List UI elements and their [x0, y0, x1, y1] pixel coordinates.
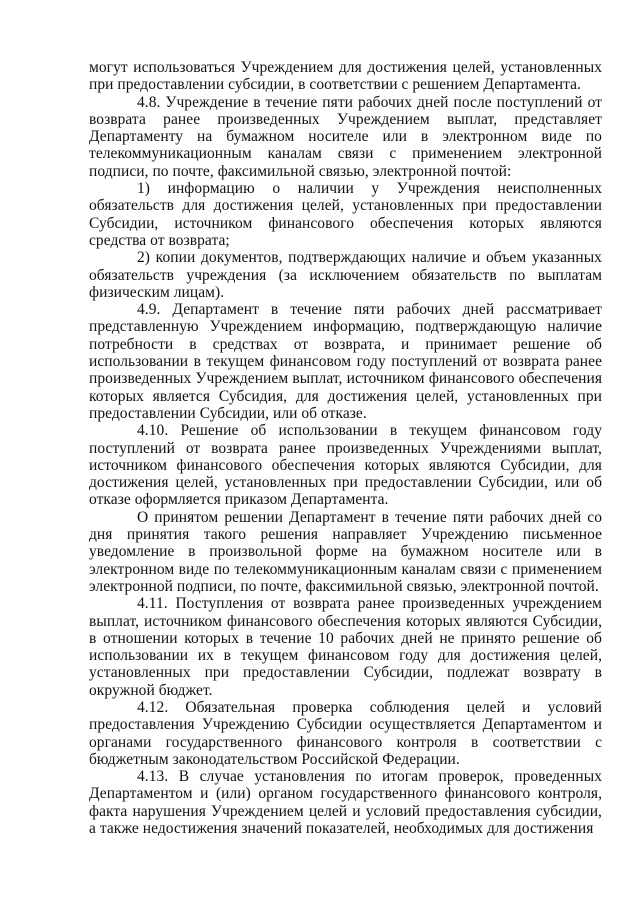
paragraph-4-11: 4.11. Поступления от возврата ранее произведенных учреждением выплат, источником финансового обеспечения которых являются Субсидии, в отношении которых в течение 10 рабочих дней не принято решение об использовании их в текущем финансовом году для достижения целей, установленных при предоставлении Субсидии, подлежат возврату в окружной бюджет. [89, 595, 602, 699]
paragraph-4-10: 4.10. Решение об использовании в текущем финансовом году поступлений от возврата ранее произведенных Учреждениями выплат, источником финансового обеспечения которых являются Субсидии, для достижения целей, установленных при предоставлении Субсидии, или об отказе оформляется приказом Департамента. [89, 422, 602, 509]
paragraph-4-8: 4.8. Учреждение в течение пяти рабочих дней после поступлений от возврата ранее произведенных Учреждением выплат, представляет Департаменту на бумажном носителе или в электронном виде по телекоммуникационным каналам связи с применением электронной подписи, по почте, факсимильной связью, электронной почтой: [89, 93, 602, 180]
paragraph-4-12: 4.12. Обязательная проверка соблюдения целей и условий предоставления Учреждению Субсидии осуществляется Департаментом и органами государственного финансового контроля в соответствии с бюджетным законодательством Российской Федерации. [89, 698, 602, 768]
paragraph-4-9: 4.9. Департамент в течение пяти рабочих дней рассматривает представленную Учреждением информацию, подтверждающую наличие потребности в средствах от возврата, и принимает решение об использовании в текущем финансовом году поступлений от возврата ранее произведенных Учреждением выплат, источником финансового обеспечения которых является Субсидия, для достижения целей, установленных при предоставлении Субсидии, или об отказе. [89, 301, 602, 422]
paragraph-4-8-item-1: 1) информацию о наличии у Учреждения неисполненных обязательств для достижения целей, установленных при предоставлении Субсидии, источником финансового обеспечения которых являются средства от возврата; [89, 180, 602, 249]
paragraph-4-10-notice: О принятом решении Департамент в течение пяти рабочих дней со дня принятия такого решения направляет Учреждению письменное уведомление в произвольной форме на бумажном носителе или в электронном виде по телекоммуникационным каналам связи с применением электронной подписи, по почте, факсимильной связью, электронной почтой. [89, 508, 602, 595]
paragraph-4-8-item-2: 2) копии документов, подтверждающих наличие и объем указанных обязательств учреждения (за исключением обязательств по выплатам физическим лицам). [89, 249, 602, 301]
paragraph-4-13: 4.13. В случае установления по итогам проверок, проведенных Департаментом и (или) органом государственного финансового контроля, факта нарушения Учреждением целей и условий предоставления субсидии, а также недостижения значений показателей, необходимых для достижения [89, 768, 602, 838]
document-page [89, 59, 602, 837]
paragraph-continuation: могут использоваться Учреждением для достижения целей, установленных при предоставлении субсидии, в соответствии с решением Департамента. [89, 59, 602, 94]
